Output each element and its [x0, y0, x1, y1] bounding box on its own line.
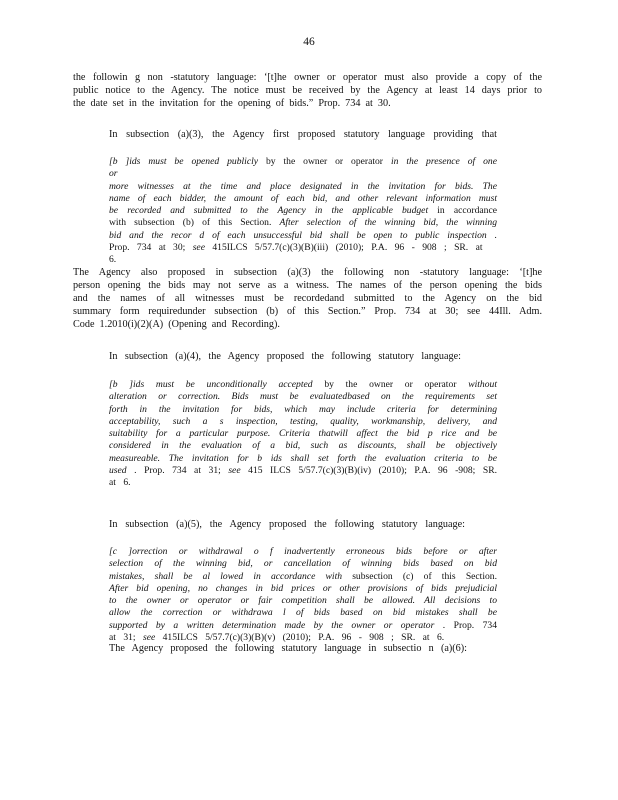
quote-line	[109, 607, 497, 619]
italic-quoted-text: [c ]orrection or withdrawal o f inadvertently erroneous bids before or after	[109, 546, 497, 557]
quote-line	[109, 595, 497, 607]
italic-quoted-text: see	[228, 465, 241, 477]
quote-line	[109, 391, 497, 403]
italic-quoted-text: acceptability, such a s inspection, testing, quality, workmanship, delivery, and	[109, 415, 497, 427]
page-number: 46	[303, 36, 315, 48]
intro-a6-text: The Agency proposed the following statutory language in subsectio n (a)(6):	[109, 643, 467, 654]
quote-line	[109, 416, 497, 428]
italic-quoted-text: [b ]ids must be unconditionally accepted	[109, 379, 313, 390]
quote-subsection-a4	[109, 379, 497, 490]
text-line: Code 1.2010(i)(2)(A) (Opening and Recording).	[73, 319, 280, 330]
quote-line	[109, 571, 497, 583]
quote-line	[109, 477, 497, 489]
quote-line	[109, 156, 497, 181]
text-line: the followin g non -statutory language: ‘[t]he owner or operator must also provide a copy of the	[73, 72, 542, 83]
text-run: with subsection (b) of this Section.	[109, 217, 280, 229]
quote-line	[109, 546, 497, 558]
italic-quoted-text: more witnesses at the time and place designated in the invitation for bids. The	[109, 180, 497, 192]
italic-quoted-text: supported by a written determination made by the owner or operator	[109, 619, 435, 631]
text-line: The Agency also proposed in subsection (a)(3) the following non -statutory language: ‘[t]he	[73, 267, 542, 278]
text-line: public notice to the Agency. The notice must be received by the Agency at least 14 days prior to	[73, 85, 542, 96]
text-run: in accordance	[428, 205, 497, 217]
text-line: person opening the bids may not serve as a witness. The names of the person opening the bids	[73, 280, 542, 291]
quote-subsection-a3	[109, 156, 497, 267]
italic-quoted-text: bid and the recor d of each unsuccessful bid shall be open to public inspection .	[109, 229, 497, 241]
text-run: . Prop. 734 at 31;	[126, 465, 229, 477]
italic-quoted-text: to the owner or operator or fair competition shall be allowed. All decisions to	[109, 595, 497, 607]
text-line: and the names of all witnesses must be recordedand submitted to the Agency on the bid	[73, 293, 542, 304]
italic-quoted-text: suitability for a particular purpose. Criteria thatwill affect the bid p rice and be	[109, 428, 497, 440]
italic-quoted-text: selection of the winning bid, or cancellation of winning bids based on bid	[109, 558, 497, 570]
italic-quoted-text: considered in the evaluation of a bid, such as discounts, shall be objectively	[109, 440, 497, 452]
italic-quoted-text: see	[192, 242, 205, 254]
quote-line	[109, 558, 497, 570]
intro-subsection-a5	[109, 518, 465, 531]
paragraph-public-notice	[73, 71, 542, 110]
intro-a3-text: In subsection (a)(3), the Agency first proposed statutory language providing that	[109, 129, 497, 140]
quote-line	[109, 404, 497, 416]
intro-a4-text: In subsection (a)(4), the Agency proposed the following statutory language:	[109, 351, 461, 362]
italic-quoted-text: used	[109, 465, 127, 477]
italic-quoted-text: mistakes, shall be al lowed in accordance with	[109, 570, 343, 582]
text-line: the date set in the invitation for the opening of bids.” Prop. 734 at 30.	[73, 98, 391, 109]
quote-line	[109, 379, 497, 391]
text-run: subsection (c) of this Section.	[342, 570, 498, 582]
quote-line	[109, 428, 497, 440]
text-run: 415ILCS 5/57.7(c)(3)(B)(v) (2010); P.A. 96 - 908 ; SR. at 6.	[155, 632, 445, 644]
italic-quoted-text: allow the correction or withdrawa l of bids based on bid mistakes shall be	[109, 607, 497, 619]
quote-line	[109, 453, 497, 465]
intro-subsection-a6	[109, 642, 467, 655]
italic-quoted-text: in the presence of one or	[109, 156, 497, 180]
italic-quoted-text: After bid opening, no changes in bid prices or other provisions of bids prejudicial	[109, 582, 497, 594]
text-run: 415ILCS 5/57.7(c)(3)(B)(iii) (2010); P.A. 96 - 908 ; SR. at 6.	[109, 242, 483, 266]
intro-subsection-a4	[109, 350, 461, 363]
italic-quoted-text: forth in the invitation for bids, which may include criteria for determining	[109, 403, 497, 415]
quote-subsection-a5	[109, 546, 497, 644]
text-run: Prop. 734 at 30;	[109, 242, 193, 254]
intro-subsection-a3	[109, 128, 497, 141]
quote-line	[109, 440, 497, 452]
italic-quoted-text: After selection of the winning bid, the winning	[279, 217, 497, 229]
text-run: . Prop. 734	[434, 619, 497, 631]
quote-line	[109, 242, 497, 267]
quote-line	[109, 583, 497, 595]
italic-quoted-text: without	[468, 379, 497, 390]
quote-line	[109, 205, 497, 217]
quote-line	[109, 181, 497, 193]
text-run: at 31;	[109, 632, 143, 644]
italic-quoted-text: name of each bidder, the amount of each bid, and other relevant information must	[109, 192, 497, 204]
text-run: by the owner or operator	[258, 156, 391, 167]
italic-quoted-text: see	[142, 632, 156, 644]
quote-line	[109, 465, 497, 477]
paragraph-a3-nonstatutory	[73, 266, 542, 331]
intro-a5-text: In subsection (a)(5), the Agency proposed the following statutory language:	[109, 519, 465, 530]
quote-line	[109, 193, 497, 205]
text-run: by the owner or operator	[312, 379, 469, 390]
italic-quoted-text: measureable. The invitation for b ids shall set forth the evaluation criteria to be	[109, 452, 497, 464]
quote-line	[109, 217, 497, 229]
quote-line	[109, 230, 497, 242]
italic-quoted-text: [b ]ids must be opened publicly	[109, 156, 258, 167]
quote-line	[109, 620, 497, 632]
italic-quoted-text: be recorded and submitted to the Agency in the applicable budget	[109, 205, 429, 217]
italic-quoted-text: alteration or correction. Bids must be evaluatedbased on the requirements set	[109, 391, 497, 403]
text-line: summary form requiredunder subsection (b) of this Section.” Prop. 734 at 30; see 44Ill. Adm.	[73, 306, 542, 317]
text-run: at 6.	[109, 477, 131, 489]
text-run: 415 ILCS 5/57.7(c)(3)(B)(iv) (2010); P.A. 96 -908; SR.	[240, 465, 498, 477]
